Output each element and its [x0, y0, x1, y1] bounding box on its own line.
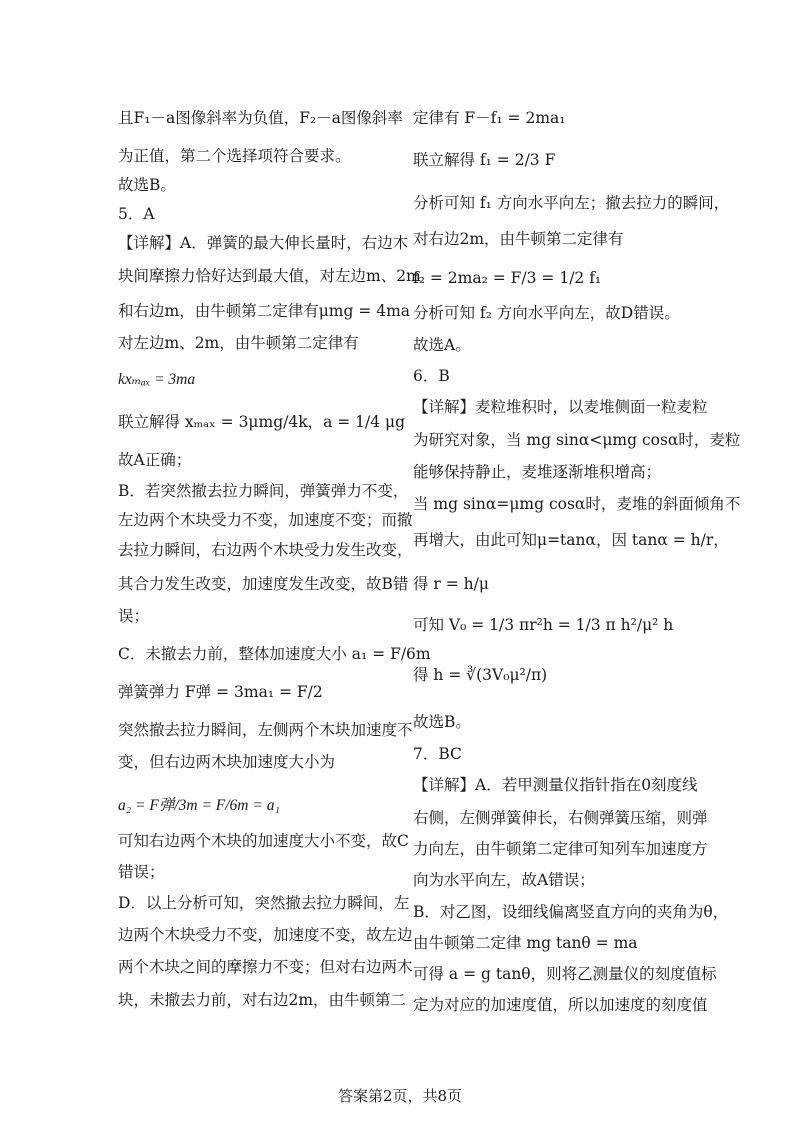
formula-line: 由牛顿第二定律 mg tanθ = ma [413, 934, 638, 952]
formula-line: 联立解得 xₘₐₓ = 3μmg/4k，a = 1/4 μg [118, 413, 406, 431]
formula-line: 定律有 F－f₁ = 2ma₁ [413, 109, 566, 127]
text-line: 为正值，第二个选择项符合要求。 [118, 147, 351, 165]
text-line: 去拉力瞬间，右边两个木块受力发生改变， [118, 541, 413, 559]
text-line: 故选B。 [118, 176, 176, 194]
text-line: 错误； [118, 863, 165, 881]
text-line: 能够保持静止，麦堆逐渐堆积增高； [413, 463, 662, 481]
text-line: 可得 a = g tanθ，则将乙测量仪的刻度值标 [413, 965, 717, 983]
text-line: 故选A。 [413, 336, 471, 354]
formula-line: 得 h = ∛(3V₀μ²/π) [413, 666, 548, 684]
text-line: 力向左，由牛顿第二定律可知列车加速度方 [413, 840, 708, 858]
question-number: 6．B [413, 367, 450, 385]
text-line: 左边两个木块受力不变，加速度不变；而撤 [118, 511, 413, 529]
text-line: 当 mg sinα=μmg cosα时，麦堆的斜面倾角不 [413, 495, 741, 513]
text-line: 为研究对象，当 mg sinα<μmg cosα时，麦粒 [413, 431, 741, 449]
formula-line: 联立解得 f₁ = 2/3 F [413, 151, 556, 169]
text-line: 定为对应的加速度值，所以加速度的刻度值 [413, 996, 708, 1014]
question-number: 5．A [118, 205, 155, 223]
text-line: 对右边2m，由牛顿第二定律有 [413, 230, 624, 248]
text-line: 故A正确； [118, 451, 192, 469]
formula-line: 可知 V₀ = 1/3 πr²h = 1/3 π h²/μ² h [413, 616, 674, 634]
text-line: 和右边m，由牛顿第二定律有μmg = 4ma [118, 302, 411, 320]
text-line: D．以上分析可知，突然撤去拉力瞬间，左 [118, 894, 410, 912]
text-line: 【详解】麦粒堆积时，以麦堆侧面一粒麦粒 [413, 398, 708, 416]
text-line: 两个木块之间的摩擦力不变；但对右边两木 [118, 958, 413, 976]
text-line: 变，但右边两木块加速度大小为 [118, 753, 336, 771]
text-line: 其合力发生改变，加速度发生改变，故B错 [118, 575, 409, 593]
text-line: 块间摩擦力恰好达到最大值，对左边m、2m [118, 267, 421, 285]
formula-line: 得 r = h/μ [413, 575, 489, 593]
text-line: B．若突然撤去拉力瞬间，弹簧弹力不变， [118, 482, 409, 500]
text-line: 右侧，左侧弹簧伸长，右侧弹簧压缩，则弹 [413, 809, 708, 827]
text-line: 可知右边两个木块的加速度大小不变，故C [118, 832, 409, 850]
formula-line: C．未撤去力前，整体加速度大小 a₁ = F/6m [118, 645, 431, 663]
text-line: 再增大，由此可知μ=tanα，因 tanα = h/r， [413, 531, 729, 549]
formula-line: kxₘₐₓ = 3ma [118, 371, 196, 388]
text-line: 突然撤去拉力瞬间，左侧两个木块加速度不 [118, 721, 413, 739]
question-number: 7．BC [413, 745, 462, 763]
text-line: B．对乙图，设细线偏离竖直方向的夹角为θ， [413, 903, 729, 921]
text-line: 误； [118, 607, 150, 625]
formula-line: f₂ = 2ma₂ = F/3 = 1/2 f₁ [413, 269, 602, 287]
text-line: 对左边m、2m，由牛顿第二定律有 [118, 334, 359, 352]
text-line: 分析可知 f₂ 方向水平向左，故D错误。 [413, 304, 680, 322]
formula-line: a₂ = F弹/3m = F/6m = a₁ [118, 797, 280, 814]
text-line: 边两个木块受力不变，加速度不变，故左边 [118, 926, 413, 944]
formula-line: 弹簧弹力 F弹 = 3ma₁ = F/2 [118, 683, 323, 701]
page-footer: 答案第2页，共8页 [337, 1087, 463, 1105]
text-line: 向为水平向左，故A错误； [413, 871, 595, 889]
text-line: 分析可知 f₁ 方向水平向左；撤去拉力的瞬间， [413, 194, 730, 212]
text-line: 块，未撤去力前，对右边2m，由牛顿第二 [118, 991, 407, 1009]
text-line: 且F₁－a图像斜率为负值，F₂－a图像斜率 [118, 109, 403, 127]
text-line: 【详解】A．若甲测量仪指针指在0刻度线 [413, 776, 698, 794]
text-line: 故选B。 [413, 713, 471, 731]
text-line: 【详解】A．弹簧的最大伸长量时，右边木 [118, 234, 409, 252]
